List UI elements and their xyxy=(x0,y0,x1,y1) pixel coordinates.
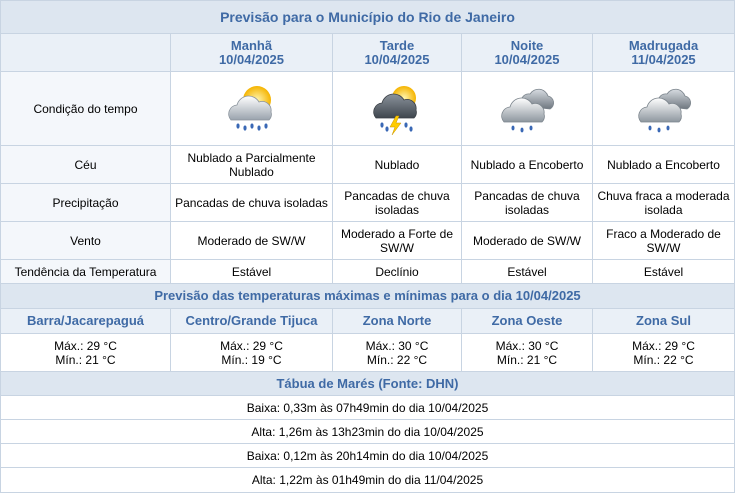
min-temp: Mín.: 21 °C xyxy=(55,352,116,367)
vento-value: Moderado a Forte de SW/W xyxy=(333,222,462,260)
zones-header-row xyxy=(1,309,734,334)
forecast-title-row xyxy=(1,1,734,34)
precipitacao-row xyxy=(1,184,734,222)
tide-row xyxy=(1,468,734,492)
tides-title-row xyxy=(1,372,734,396)
precipitacao-value: Pancadas de chuva isoladas xyxy=(333,184,462,222)
min-temp: Mín.: 19 °C xyxy=(221,352,282,367)
condition-cell-manha xyxy=(171,72,333,146)
zone-name: Zona Sul xyxy=(593,309,734,334)
vento-value: Fraco a Moderado de SW/W xyxy=(593,222,734,260)
row-label-tendencia: Tendência da Temperatura xyxy=(1,260,171,284)
zone-name: Zona Oeste xyxy=(462,309,593,334)
tendencia-value: Declínio xyxy=(333,260,462,284)
zone-temps xyxy=(593,334,734,372)
min-temp: Mín.: 22 °C xyxy=(366,352,428,367)
zones-temps-row xyxy=(1,334,734,372)
zone-name: Zona Norte xyxy=(333,309,462,334)
row-label-precipitacao: Precipitação xyxy=(1,184,171,222)
tendencia-value: Estável xyxy=(593,260,734,284)
tendencia-value: Estável xyxy=(171,260,333,284)
period-header-madrugada xyxy=(593,34,734,72)
period-header-row xyxy=(1,34,734,72)
min-temp: Mín.: 22 °C xyxy=(633,352,694,367)
max-temp: Máx.: 29 °C xyxy=(220,338,283,353)
period-header-tarde xyxy=(333,34,462,72)
ceu-value: Nublado a Encoberto xyxy=(593,146,734,184)
tide-row xyxy=(1,420,734,444)
row-label-ceu: Céu xyxy=(1,146,171,184)
vento-value: Moderado de SW/W xyxy=(462,222,593,260)
page-title: Previsão para o Município do Rio de Janeiro xyxy=(1,1,734,34)
period-name: Noite xyxy=(510,37,544,53)
condition-cell-noite xyxy=(462,72,593,146)
header-empty xyxy=(1,34,171,72)
tendencia-value: Estável xyxy=(462,260,593,284)
temps-title-row xyxy=(1,284,734,309)
cloudy-rain-icon xyxy=(496,82,558,136)
period-date: 10/04/2025 xyxy=(494,51,560,67)
max-temp: Máx.: 30 °C xyxy=(495,338,559,353)
vento-row xyxy=(1,222,734,260)
cloudy-rain-icon xyxy=(633,82,695,136)
thunderstorm-rain-icon xyxy=(366,82,428,136)
temps-title: Previsão das temperaturas máximas e mínimas para o dia 10/04/2025 xyxy=(1,284,734,309)
period-header-noite xyxy=(462,34,593,72)
row-label-vento: Vento xyxy=(1,222,171,260)
zone-temps xyxy=(462,334,593,372)
vento-value: Moderado de SW/W xyxy=(171,222,333,260)
partly-cloudy-rain-icon xyxy=(221,82,283,136)
condition-cell-tarde xyxy=(333,72,462,146)
max-temp: Máx.: 30 °C xyxy=(365,338,429,353)
period-date: 10/04/2025 xyxy=(218,51,285,67)
period-date: 11/04/2025 xyxy=(631,51,696,67)
max-temp: Máx.: 29 °C xyxy=(632,338,695,353)
tides-title: Tábua de Marés (Fonte: DHN) xyxy=(1,372,734,396)
ceu-value: Nublado xyxy=(333,146,462,184)
condition-row xyxy=(1,72,734,146)
period-date: 10/04/2025 xyxy=(364,51,430,67)
row-label-condicao: Condição do tempo xyxy=(1,72,171,146)
tide-entry: Alta: 1,22m às 01h49min do dia 11/04/2025 xyxy=(1,468,734,492)
precipitacao-value: Pancadas de chuva isoladas xyxy=(462,184,593,222)
tide-entry: Baixa: 0,33m às 07h49min do dia 10/04/2025 xyxy=(1,396,734,420)
ceu-value: Nublado a Encoberto xyxy=(462,146,593,184)
max-temp: Máx.: 29 °C xyxy=(54,338,117,353)
period-name: Madrugada xyxy=(628,37,699,53)
tide-entry: Alta: 1,26m às 13h23min do dia 10/04/2025 xyxy=(1,420,734,444)
zone-name: Barra/Jacarepaguá xyxy=(1,309,171,334)
zone-temps xyxy=(333,334,462,372)
condition-cell-madrugada xyxy=(593,72,734,146)
zone-temps xyxy=(171,334,333,372)
tide-entry: Baixa: 0,12m às 20h14min do dia 10/04/2025 xyxy=(1,444,734,468)
precipitacao-value: Chuva fraca a moderada isolada xyxy=(593,184,734,222)
min-temp: Mín.: 21 °C xyxy=(496,352,558,367)
tide-row xyxy=(1,396,734,420)
zone-name: Centro/Grande Tijuca xyxy=(171,309,333,334)
ceu-row xyxy=(1,146,734,184)
precipitacao-value: Pancadas de chuva isoladas xyxy=(171,184,333,222)
period-name: Tarde xyxy=(379,37,415,53)
period-header-manha xyxy=(171,34,333,72)
tendencia-row xyxy=(1,260,734,284)
period-name: Manhã xyxy=(230,37,273,53)
tide-row xyxy=(1,444,734,468)
ceu-value: Nublado a Parcialmente Nublado xyxy=(171,146,333,184)
zone-temps xyxy=(1,334,171,372)
